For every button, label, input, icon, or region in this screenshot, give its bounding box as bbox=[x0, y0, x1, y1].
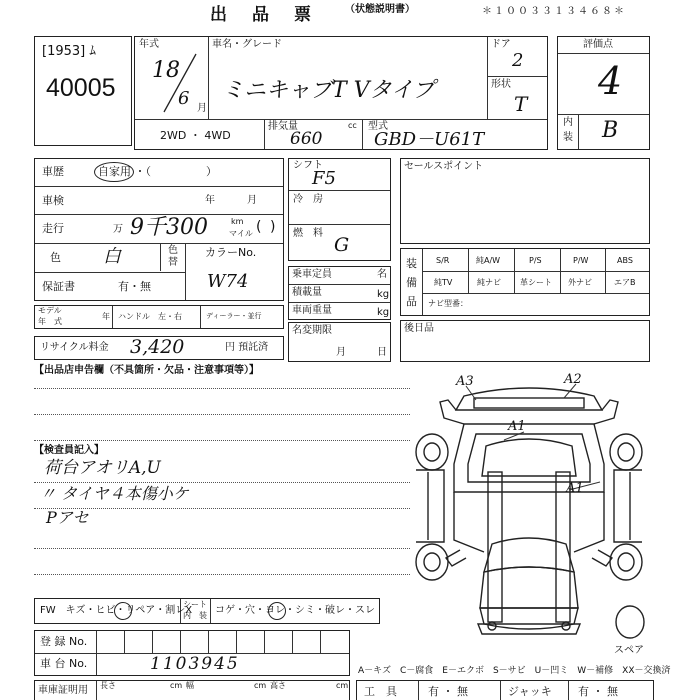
inspection-year: 年 bbox=[205, 195, 215, 206]
sales-point-label: セールスポイント bbox=[404, 161, 484, 172]
equip-power-windows: P/W bbox=[573, 256, 589, 265]
tools-options: 有 ・ 無 bbox=[428, 685, 468, 698]
handle-label: ハンドル 左・右 bbox=[118, 312, 182, 321]
fuel-value: G bbox=[334, 234, 350, 256]
height-unit: cm bbox=[336, 681, 349, 690]
seat-legend: コゲ・穴・ヨレ・シミ・破レ・スレ bbox=[215, 605, 375, 616]
mileage-unit-km: km bbox=[231, 217, 244, 226]
vehicle-damage-diagram bbox=[404, 372, 654, 660]
equip-sunroof: S/R bbox=[436, 256, 450, 265]
inspection-label: 車検 bbox=[42, 194, 64, 207]
equip-alloy-wheels: 純A/W bbox=[476, 256, 501, 265]
serial-number: ＊１００３３１３４６８＊ bbox=[482, 6, 626, 17]
shift-value: F5 bbox=[312, 168, 336, 189]
warranty-label: 保証書 bbox=[42, 280, 75, 293]
inspector-label: 【検査員記入】 bbox=[34, 445, 104, 456]
recycle-label: リサイクル料金 bbox=[40, 342, 109, 353]
capacity-unit: 名 bbox=[377, 269, 387, 280]
venue-code: [1953] ﾑ bbox=[42, 44, 96, 59]
chassis-no-label: 車 台 No. bbox=[40, 657, 88, 670]
name-change-day: 日 bbox=[377, 347, 387, 358]
color-change-2: 替 bbox=[168, 257, 178, 268]
form-subtitle: （状態説明書） bbox=[345, 4, 415, 15]
weight-unit: kg bbox=[377, 307, 390, 318]
fuel-label: 燃 料 bbox=[293, 228, 323, 239]
door-value: 2 bbox=[512, 50, 524, 71]
repair-circle bbox=[114, 602, 132, 620]
equip-ext-navi: 外ナビ bbox=[568, 278, 592, 287]
month-value: 6 bbox=[178, 88, 190, 109]
tools-label: 工 具 bbox=[364, 685, 397, 698]
displacement-value: 660 bbox=[290, 129, 323, 149]
interior-label-1: 内 bbox=[563, 117, 573, 128]
rating-score: 4 bbox=[598, 59, 623, 103]
jack-options: 有 ・ 無 bbox=[578, 685, 618, 698]
inspector-note-1: 荷台アオリA,U bbox=[44, 458, 161, 478]
equipment-label-2: 備 bbox=[406, 276, 417, 289]
garage-cert-label: 車庫証明用 bbox=[38, 685, 88, 696]
door-label: ドア bbox=[491, 39, 511, 50]
mileage-label: 走行 bbox=[42, 222, 64, 235]
interior-label-2: 装 bbox=[563, 132, 573, 143]
form-title: 出 品 票 bbox=[210, 5, 315, 25]
equip-leather: 革シート bbox=[520, 278, 552, 287]
color-change-1: 色 bbox=[168, 245, 178, 256]
equip-abs: ABS bbox=[617, 256, 633, 265]
height-label: 高さ bbox=[270, 681, 286, 690]
mileage-unit-mile: マイル bbox=[229, 229, 253, 238]
color-label: 色 bbox=[50, 251, 61, 264]
type-value: GBD－U61T bbox=[374, 129, 485, 150]
month-unit: 月 bbox=[197, 103, 207, 114]
chassis-number: 1103945 bbox=[150, 654, 240, 674]
load-unit: kg bbox=[377, 289, 390, 300]
capacity-label: 乗車定員 bbox=[292, 269, 332, 280]
rating-label: 評価点 bbox=[583, 39, 613, 50]
equipment-label-3: 品 bbox=[406, 295, 417, 308]
load-label: 積載量 bbox=[292, 287, 322, 298]
lot-number: 40005 bbox=[46, 74, 116, 102]
displacement-label: 排気量 bbox=[268, 121, 298, 132]
name-change-label: 名変期限 bbox=[292, 325, 332, 336]
seat-label-2: 内 装 bbox=[183, 611, 207, 620]
history-label: 車歴 bbox=[42, 165, 64, 178]
equip-navi: 純ナビ bbox=[477, 278, 501, 287]
width-unit: cm bbox=[254, 681, 267, 690]
mileage-man-unit: 万 bbox=[113, 224, 123, 235]
recycle-fee: 3,420 bbox=[130, 336, 185, 358]
damage-mark-a1-bed: A1 bbox=[508, 419, 526, 434]
model-label-1: モデル bbox=[38, 306, 62, 315]
shape-label: 形状 bbox=[491, 79, 511, 90]
name-label: 車名・グレード bbox=[212, 39, 282, 50]
inspector-note-2: 〃 タイヤ４本傷小ケ bbox=[40, 484, 189, 503]
inspector-note-3: Pアセ bbox=[46, 508, 89, 527]
year-label: 年式 bbox=[139, 39, 159, 50]
damage-mark-a2: A2 bbox=[564, 372, 582, 387]
jack-label: ジャッキ bbox=[508, 685, 552, 698]
color-value: 白 bbox=[103, 246, 121, 267]
equip-power-steering: P/S bbox=[529, 256, 542, 265]
damage-mark-a1-side: A1 bbox=[566, 481, 584, 496]
interior-score: B bbox=[602, 118, 619, 143]
ac-label: 冷 房 bbox=[293, 194, 323, 205]
model-year-unit: 年 bbox=[102, 312, 110, 321]
length-label: 長さ bbox=[100, 681, 116, 690]
name-change-month: 月 bbox=[336, 347, 346, 358]
drive-label: 2WD ・ 4WD bbox=[160, 129, 231, 142]
later-items-label: 後日品 bbox=[404, 323, 434, 334]
spare-label: スペア bbox=[614, 645, 644, 656]
equip-airbag: エアB bbox=[614, 278, 636, 287]
year-value: 18 bbox=[152, 58, 180, 83]
shift-label: シフト bbox=[293, 160, 323, 171]
color-no-value: W74 bbox=[207, 271, 249, 292]
damage-code-legend: A－キズ C－腐食 E－エクボ S－サビ U－凹ミ W－補修 XX－交換済 bbox=[358, 666, 671, 676]
mileage-value: 9千300 bbox=[130, 215, 208, 240]
seat-label-1: シート bbox=[183, 600, 207, 609]
damage-mark-a3: A3 bbox=[456, 374, 474, 389]
notes-label: 【出品店申告欄（不具箇所・欠品・注意事項等）】 bbox=[34, 365, 259, 376]
later-items-box bbox=[400, 320, 650, 362]
type-label: 型式 bbox=[368, 121, 388, 132]
mileage-bracket: ( bbox=[256, 219, 262, 235]
color-no-label: カラーNo. bbox=[205, 246, 257, 259]
mileage-bracket-close: ) bbox=[270, 219, 276, 235]
reg-no-label: 登 録 No. bbox=[40, 635, 88, 648]
yore-circle bbox=[268, 602, 286, 620]
inspection-month: 月 bbox=[247, 195, 257, 206]
history-options: 自家用 ・（ ） bbox=[98, 165, 217, 178]
vehicle-name: ミニキャブT Vタイプ bbox=[222, 78, 435, 103]
shape-value: T bbox=[514, 92, 528, 116]
fw-legend: FW キズ・ヒビ・リペア・割レX bbox=[40, 605, 193, 616]
width-label: 幅 bbox=[186, 681, 194, 690]
navi-model-label: ナビ型番： bbox=[428, 299, 468, 308]
warranty-options: 有・無 bbox=[118, 280, 151, 293]
equipment-label-1: 装 bbox=[406, 257, 417, 270]
displacement-unit: cc bbox=[348, 121, 357, 130]
dealer-label: ディーラー・並行 bbox=[206, 312, 262, 320]
equip-tv: 純TV bbox=[434, 278, 453, 287]
recycle-unit: 円 預託済 bbox=[225, 342, 269, 353]
weight-label: 車両重量 bbox=[292, 305, 332, 316]
model-label-2: 年 式 bbox=[38, 317, 62, 326]
length-unit: cm bbox=[170, 681, 183, 690]
